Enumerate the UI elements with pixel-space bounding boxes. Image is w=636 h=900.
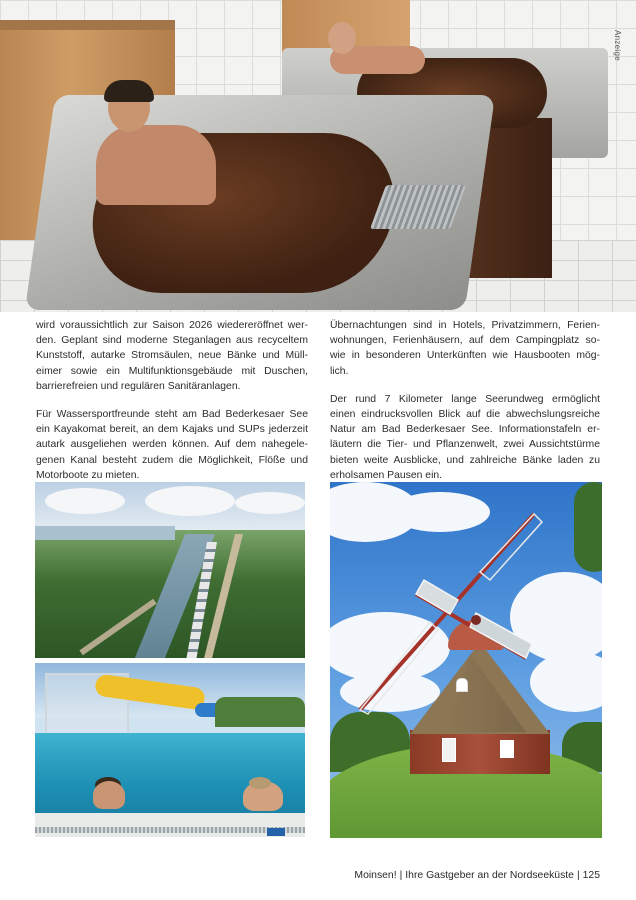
text-line: Natur am Bad Bederkesaer See. Informationstafeln er- [330, 424, 600, 436]
hero-photo-moor-bath [0, 0, 636, 312]
advertisement-label [610, 30, 624, 90]
bather-woman-head [328, 22, 356, 54]
text-line: Der rund 7 Kilometer lange Seerundweg ermöglicht [330, 393, 600, 405]
photo-swimming-pool [35, 663, 305, 837]
footer-separator: | [399, 870, 403, 881]
windmill-sails [330, 482, 602, 838]
text-line: lich. [330, 365, 349, 377]
pool-edge [35, 813, 305, 837]
text-line: den. Geplant sind moderne Steganlagen aus recyceltem [36, 335, 308, 347]
text-line: barrierefreien und regulären Sanitäranlagen. [36, 380, 241, 392]
bath-step-grate [370, 185, 466, 229]
footer-brand: Moinsen! [354, 870, 397, 881]
text-line: wie in besonderen Unterkünften wie Hausbooten mög- [330, 350, 600, 362]
swimmer-woman [93, 781, 125, 809]
page-footer [354, 870, 600, 881]
text-line: eimer sowie ein Multifunktionsgebäude mit Duschen, [36, 365, 308, 377]
text-line: wohnungen, Ferienhäusern, auf dem Campingplatz so- [330, 335, 600, 347]
text-line: Motorboote zu mieten. [36, 469, 140, 481]
text-line: ein Kayakomat bereit, an dem Kajaks und SUPs jederzeit [36, 424, 308, 436]
paragraph-accommodation [330, 318, 600, 379]
lake [35, 526, 175, 540]
accessibility-sign [267, 828, 285, 836]
paragraph-water-sports [36, 407, 308, 483]
text-line: wird voraussichtlich zur Saison 2026 wiedereröffnet wer- [36, 320, 308, 331]
text-line: Übernachtungen sind in Hotels, Privatzimmern, Ferien- [330, 320, 600, 331]
text-line: läutern die Tier- und Pflanzenwelt, zwei Aussichtstürme [330, 439, 600, 451]
photo-windmill [330, 482, 602, 838]
text-line: einen eindrucksvollen Blick auf die abwechslungsreiche [330, 409, 600, 421]
paragraph-lake-trail [330, 392, 600, 483]
text-column-right [330, 318, 600, 496]
photo-canal-aerial [35, 482, 305, 658]
text-line: genen Kanal besteht zudem die Möglichkeit, Flöße und [36, 454, 308, 466]
text-line: erholsamen Pausen ein. [330, 469, 443, 481]
text-line: bieten weite Ausblicke, und zahlreiche Bänke laden zu [330, 454, 600, 466]
bather-man-hair [104, 80, 154, 102]
bather-man-body [96, 125, 216, 205]
paragraph-marina [36, 318, 308, 394]
text-column-left [36, 318, 308, 496]
advertisement-label-text: Anzeige [613, 30, 622, 62]
page-number: 125 [582, 870, 600, 881]
text-line: Für Wassersportfreunde steht am Bad Bederkesaer See [36, 409, 308, 421]
footer-separator: | [576, 870, 580, 881]
text-line: autark ausgeliehen werden können. Auf dem nahegele- [36, 439, 308, 451]
footer-tagline: Ihre Gastgeber an der Nordseeküste [405, 870, 574, 881]
text-line: Kunststoff, autarke Stromsäulen, neue Bänke und Müll- [36, 350, 308, 362]
